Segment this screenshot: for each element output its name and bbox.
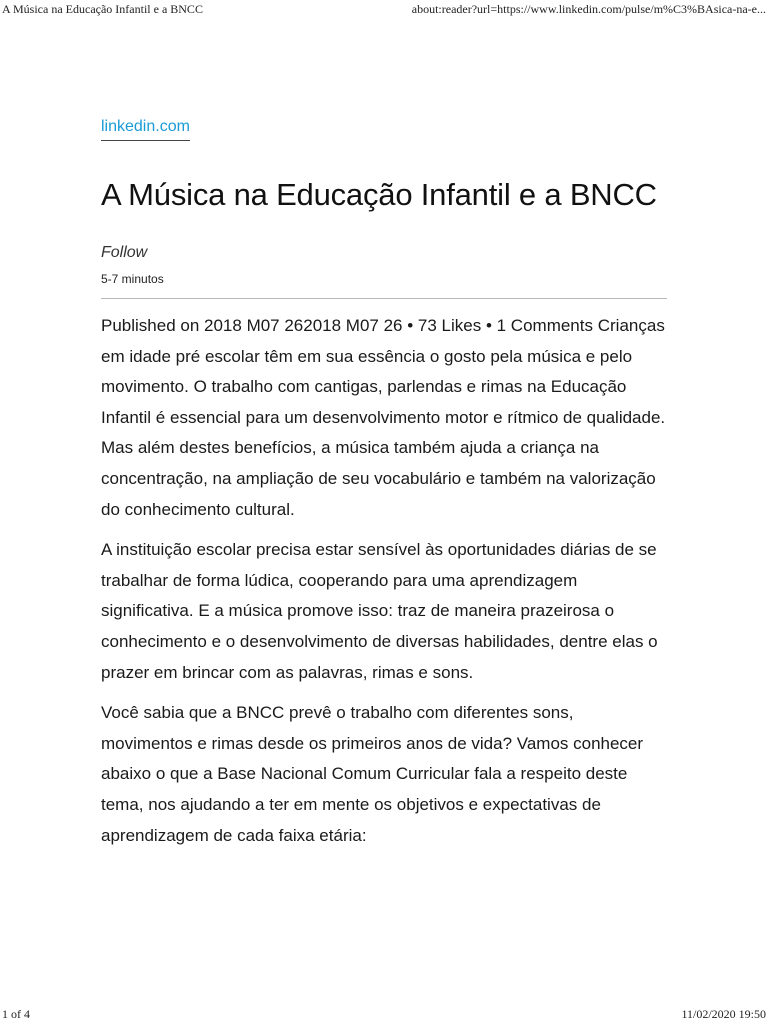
print-footer [0,1004,768,1024]
article-title: A Música na Educação Infantil e a BNCC [101,177,657,212]
article-intro-text: Crianças em idade pré escolar têm em sua essência o gosto pela música e pelo movimento. O trabalho com cantigas, parlendas e rimas na Educação Infantil é essencial para um desenvolvimento motor e rítmico de qualidade. Mas além destes benefícios, a música também ajuda a criança na concentração, na ampliação de seu vocabulário e também na valorização do conhecimento cultural. [101,316,666,519]
page-counter: 1 of 4 [2,1007,30,1021]
article-paragraph: Você sabia que a BNCC prevê o trabalho com diferentes sons, movimentos e rimas desde os primeiros anos de vida? Vamos conhecer abaixo o que a Base Nacional Comum Curricular fala a respeito deste tema, nos ajudando a ter em mente os objetivos e expectativas de aprendizagem de cada faixa etária: [101,703,644,845]
article-paragraph [101,311,667,525]
reading-time: 5-7 minutos [101,272,164,286]
print-header-url: about:reader?url=https://www.linkedin.com/pulse/m%C3%BAsica-na-e... [411,2,766,16]
article-content [101,311,667,851]
article-paragraph: A instituição escolar precisa estar sensível às oportunidades diárias de se trabalhar de forma lúdica, cooperando para uma aprendizagem significativa. E a música promove isso: traz de maneira prazeirosa o conhecimento e o desenvolvimento de diversas habilidades, dentre elas o prazer em brincar com as palavras, rimas e sons. [101,540,658,682]
header-divider [101,298,667,299]
article-meta-line: Published on 2018 M07 262018 M07 26 • 73 Likes • 1 Comments [101,316,593,335]
source-domain-link[interactable]: linkedin.com [101,118,190,141]
print-header [0,0,768,20]
reader-view [101,118,667,861]
print-header-title: A Música na Educação Infantil e a BNCC [2,2,203,16]
print-timestamp: 11/02/2020 19:50 [681,1007,766,1021]
article-byline: Follow [101,244,148,261]
